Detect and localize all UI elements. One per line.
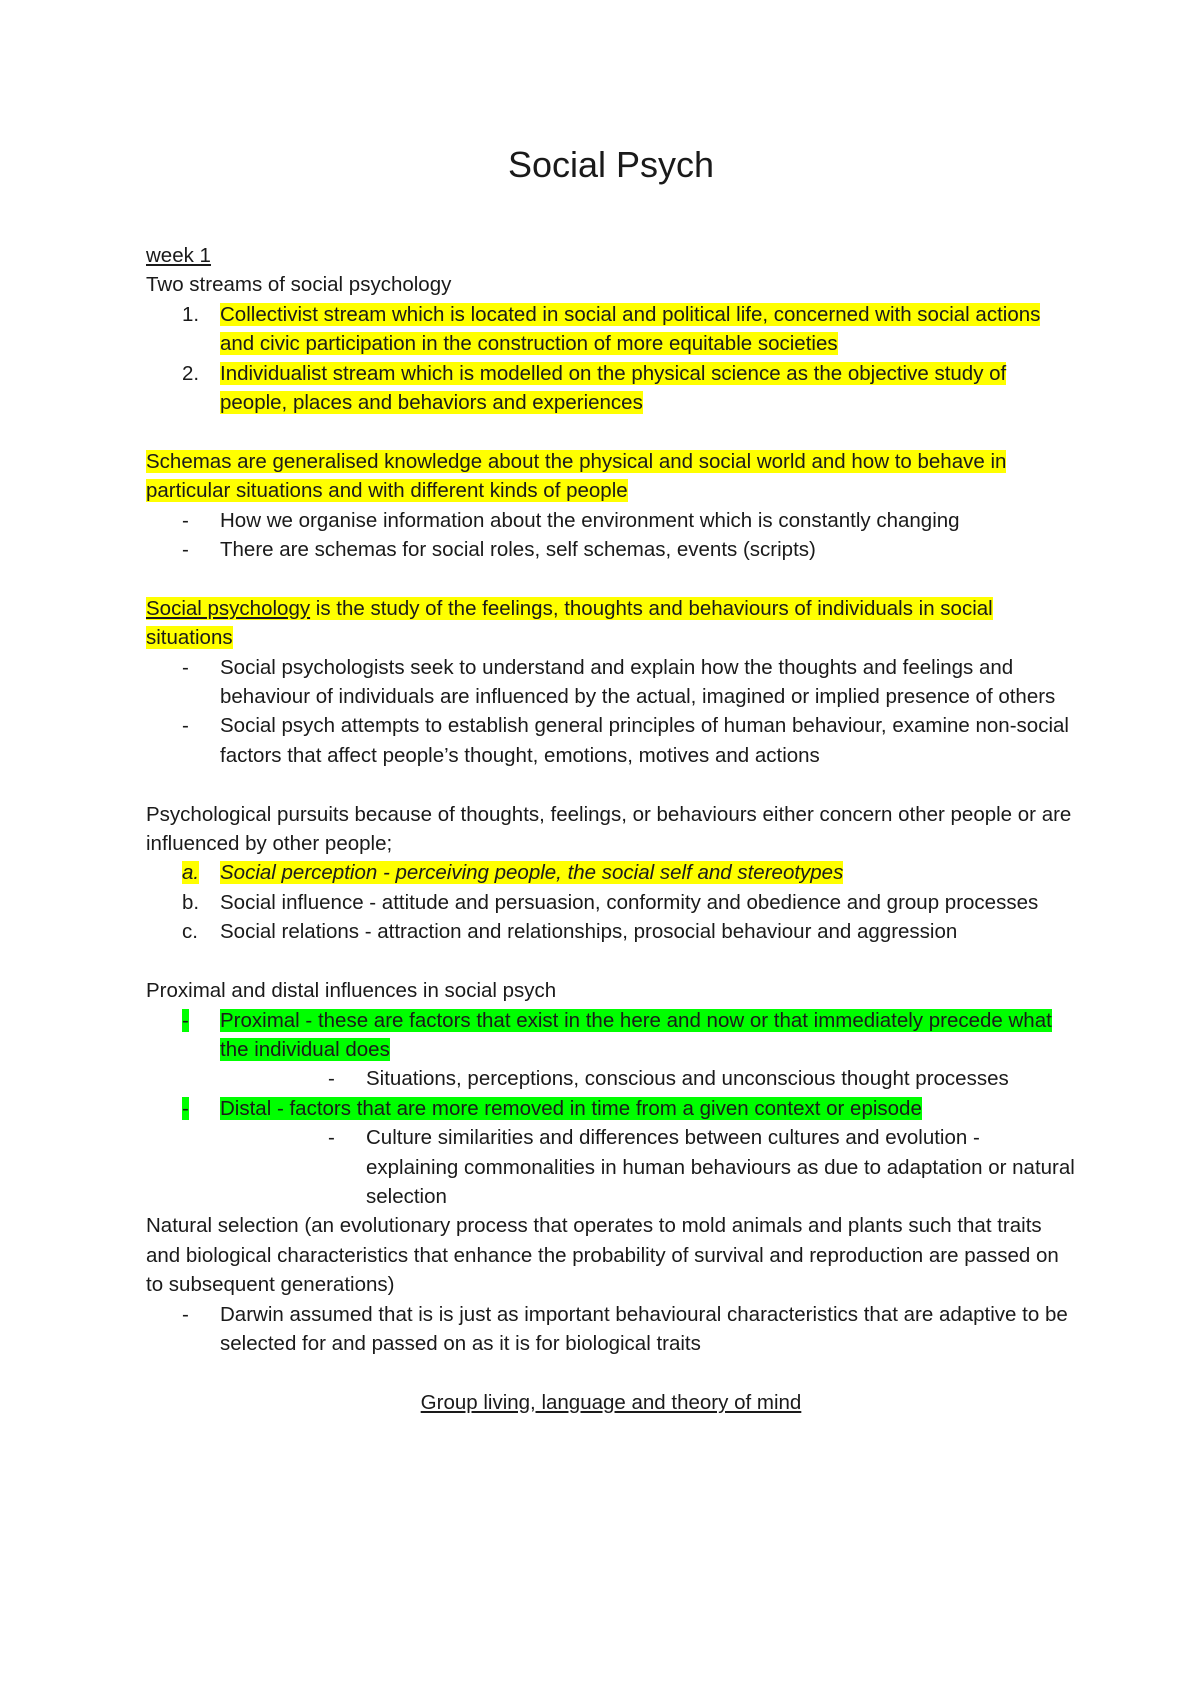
list-marker: -	[182, 655, 189, 679]
list-item	[146, 506, 1076, 535]
document-body	[146, 120, 1076, 1417]
list-item	[146, 1123, 1076, 1211]
list-item	[146, 359, 1076, 418]
list-marker: -	[182, 1096, 189, 1120]
stream-collectivist: Collectivist stream which is located in social and political life, concerned with social actions and civic participation in the construction of more equitable societies	[220, 302, 1041, 356]
streams-intro: Two streams of social psychology	[146, 273, 452, 297]
list-item	[146, 300, 1076, 359]
pursuit-social-influence: Social influence - attitude and persuasion, conformity and obedience and group processes	[220, 890, 1039, 914]
list-item	[146, 1094, 1076, 1123]
list-item-text: Darwin assumed that is is just as important behavioural characteristics that are adaptive to be selected for and passed on as it is for biological traits	[220, 1302, 1068, 1355]
list-item-text: How we organise information about the environment which is constantly changing	[220, 508, 960, 532]
list-item	[146, 1064, 1076, 1093]
section-heading: Group living, language and theory of mind	[420, 1390, 802, 1414]
social-psychology-definition: is the study of the feelings, thoughts and behaviours of individuals in social situations	[146, 596, 993, 650]
list-marker: c.	[182, 920, 198, 944]
list-item	[146, 858, 1076, 887]
pursuits-intro: Psychological pursuits because of thoughts, feelings, or behaviours either concern other people or are influenced by other people;	[146, 802, 1072, 856]
list-marker: -	[182, 508, 189, 532]
list-marker: -	[182, 538, 189, 562]
natural-selection-text: Natural selection (an evolutionary process that operates to mold animals and plants such that traits and biological characteristics that enhance the probability of survival and reproduction are passed on to subsequent generations)	[146, 1214, 1059, 1297]
list-marker: b.	[182, 890, 200, 914]
influences-intro: Proximal and distal influences in social psych	[146, 979, 557, 1003]
list-marker: -	[328, 1126, 335, 1150]
social-psychology-term: Social psychology	[146, 596, 311, 620]
list-marker: -	[328, 1067, 335, 1091]
list-item-text: Social psych attempts to establish general principles of human behaviour, examine non-social factors that affect people’s thought, emotions, motives and actions	[220, 714, 1069, 767]
list-marker: -	[182, 714, 189, 738]
list-item-text: There are schemas for social roles, self schemas, events (scripts)	[220, 538, 816, 562]
list-item	[146, 535, 1076, 564]
pursuit-social-relations: Social relations - attraction and relationships, prosocial behaviour and aggression	[220, 920, 958, 944]
stream-individualist: Individualist stream which is modelled on the physical science as the objective study of people, places and behaviors and experiences	[220, 361, 1007, 415]
list-item	[146, 711, 1076, 770]
pursuit-social-perception: Social perception - perceiving people, the social self and stereotypes	[220, 861, 844, 885]
influence-distal: Distal - factors that are more removed in time from a given context or episode	[220, 1096, 922, 1120]
list-item	[146, 1006, 1076, 1065]
list-item	[146, 653, 1076, 712]
list-marker: -	[182, 1302, 189, 1326]
list-item-text: Situations, perceptions, conscious and unconscious thought processes	[366, 1067, 1009, 1091]
list-item	[146, 888, 1076, 917]
page-title: Social Psych	[507, 144, 715, 185]
list-item-text: Social psychologists seek to understand and explain how the thoughts and feelings and behaviour of individuals are influenced by the actual, imagined or implied presence of others	[220, 655, 1056, 709]
influence-proximal: Proximal - these are factors that exist in the here and now or that immediately precede what the individual does	[220, 1008, 1052, 1061]
schemas-definition: Schemas are generalised knowledge about the physical and social world and how to behave in particular situations and with different kinds of people	[146, 449, 1007, 503]
list-item-text: Culture similarities and differences between cultures and evolution - explaining commonalities in human behaviours as due to adaptation or natural selection	[366, 1126, 1075, 1208]
list-marker: a.	[182, 861, 200, 885]
list-item	[146, 1300, 1076, 1359]
list-marker: 2.	[182, 361, 200, 385]
week-heading: week 1	[146, 244, 211, 267]
list-item	[146, 917, 1076, 946]
list-marker: 1.	[182, 302, 200, 326]
list-marker: -	[182, 1008, 189, 1032]
